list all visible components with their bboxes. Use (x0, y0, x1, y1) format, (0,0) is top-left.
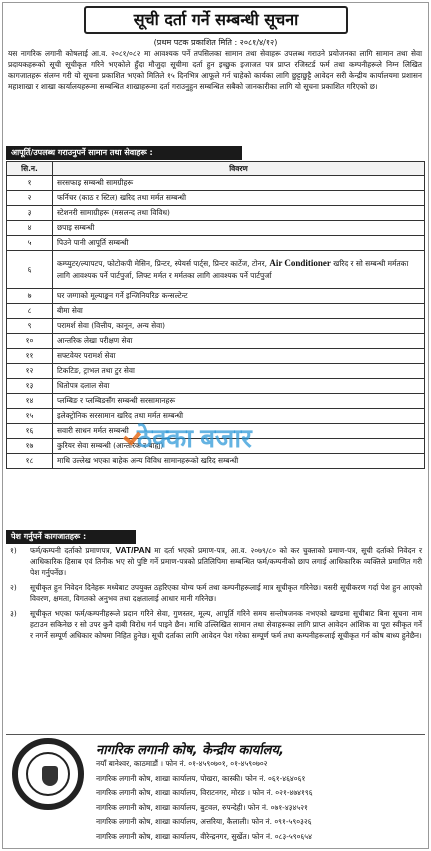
table-row (7, 394, 425, 409)
column-header-description: विवरण (53, 162, 425, 176)
table-row (7, 289, 425, 304)
row-description: सवारी साधन मर्मत सम्बन्धी (53, 424, 425, 439)
row-number: १२ (7, 364, 53, 379)
row-number: १८ (7, 454, 53, 469)
row-description: परामर्श सेवा (वित्तीय, कानून, अन्य सेवा) (53, 319, 425, 334)
row-description: टिकटिङ, ट्राभल तथा टुर सेवा (53, 364, 425, 379)
point-number: ३) (10, 609, 17, 618)
row-description: स्टेशनरी सामाग्रीहरू (मसलन्द तथा विविध) (53, 206, 425, 221)
notice-title: सूची दर्ता गर्ने सम्बन्धी सूचना (84, 6, 348, 34)
list-item (8, 582, 422, 604)
row-description: इलेक्ट्रोनिक सरसामान खरिद तथा मर्मत सम्बन्धी (53, 409, 425, 424)
table-row (7, 319, 425, 334)
row-description: धितोपत्र दलाल सेवा (53, 379, 425, 394)
table-row (7, 221, 425, 236)
table-row (7, 191, 425, 206)
row-number: १७ (7, 439, 53, 454)
table-row (7, 379, 425, 394)
row-number: ४ (7, 221, 53, 236)
citizen-investment-trust-logo (12, 738, 84, 810)
row-number: १४ (7, 394, 53, 409)
table-row (7, 176, 425, 191)
publish-date: (प्रथम पटक प्रकाशित मिति : २०८१/४/१२) (153, 38, 278, 47)
air-conditioner-text: Air Conditioner (269, 258, 331, 268)
logo-emblem (42, 766, 58, 786)
row-number: ३ (7, 206, 53, 221)
table-row (7, 304, 425, 319)
table-row (7, 334, 425, 349)
point-text: मा दर्ता भएको प्रमाण-पत्र, आ.व. २०७९/८० को कर चुक्ताको प्रमाण-पत्र, सूची दर्ताको निवेदन र आधिकारिक हिसाब एवं तिनीक भए सो पुष्टि गर्ने प्रमाण-पत्रको प्रतिलिपिमा सम्बन्धित फर्म/कम्पनीको छाप लगाई आधिकारिक व्यक्तिले प्रमाणित गरी पेश गर्नुपर्नेछ। (30, 546, 422, 577)
contact-line: नयाँ बानेश्वर, काठमाडौं । फोन नं. ०१-४५९०७०१, ०१-४५९०७०२ (96, 759, 268, 768)
column-header-number: सि.न. (7, 162, 53, 176)
table-row (7, 364, 425, 379)
row-description: कुरियर सेवा सम्बन्धी (आन्तरिक र बाह्य) (53, 439, 425, 454)
point-text: सूचीकृत भएका फर्म/कम्पनीहरूले प्रदान गरिने सेवा, गुणस्तर, मूल्य, आपूर्ति गरिने समय सन्तोषजनक नभएको खण्डमा सूचीबाट बिना सूचना नाम हटाउन सकिनेछ र सो उपर कुनै दाबी विरोध गर्न पाइने छैन। माथि उल्लिखित सामान तथा सेवाहरूका लागि प्राप्त आवेदन आंशिक वा पूरा स्वीकृत गर्ने र नगर्ने सम्पूर्ण अधिकार कोषमा निहित हुनेछ। सूची दर्ताका लागि आवेदन पेश गरेका सम्पूर्ण फर्म तथा कम्पनीहरूलाई सूचीकृत गर्न कोष बाध्य हुनेछैन। (30, 609, 422, 640)
row-number: १० (7, 334, 53, 349)
row-description: पिउने पानी आपूर्ति सम्बन्धी (53, 236, 425, 251)
documents-list (8, 545, 422, 645)
list-item (8, 608, 422, 641)
row-number: ७ (7, 289, 53, 304)
intro-paragraph: यस नागरिक लगानी कोषलाई आ.व. २०८१/०८२ मा आवश्यक पर्ने तपसिलका सामान तथा सेवाहरू उपलब्ध गराउने प्रयोजनका लागि सामान तथा सेवा प्रदायकहरूको सूची सूचीकृत गरिने भएकोले हुँदा मौजुदा सूचीमा दर्ता हुन इच्छुक इजाजत पत्र प्राप्त रजिस्टर्ड फर्म तथा कम्पनीहरूले निम्न लिखित कागजातहरू संलग्न गरी यो सूचना प्रकाशित भएको मितिले १५ दिनभित्र आफूले गर्न चाहेको कार्यका लागि छुट्टाछुट्टै आवेदन सरी केन्द्रीय कार्यालयमा प्रशासन महाशाखा र शाखा कार्यालयहरूमा सम्बन्धित शाखाहरूमा दर्ता गराउनुहुन सम्बन्धित सबैको जानकारीका लागि यो सूचना प्रकाशित गरिएको छ। (8, 49, 422, 91)
table-row (7, 349, 425, 364)
table-row (7, 206, 425, 221)
row-number: २ (7, 191, 53, 206)
contact-line: नागरिक लगानी कोष, शाखा कार्यालय, वीरेन्द्रनगर, सुर्खेत। फोन नं. ०८३-५९०६५४ (96, 831, 312, 841)
point-number: २) (10, 583, 17, 592)
table-row (7, 236, 425, 251)
row-number: १५ (7, 409, 53, 424)
items-section-header: आपूर्ति/उपलब्ध गराउनुपर्ने सामान तथा सेवाहरू : (6, 146, 242, 160)
docs-section-header: पेश गर्नुपर्ने कागजातहरू : (6, 530, 136, 544)
row-number: ८ (7, 304, 53, 319)
point-number: १) (10, 546, 17, 555)
row-description: छपाइ सम्बन्धी (53, 221, 425, 236)
row-number: ६ (7, 251, 53, 289)
row-description: सरसफाइ सम्बन्धी सामग्रीहरू (53, 176, 425, 191)
office-contacts (96, 757, 313, 844)
table-row (7, 251, 425, 289)
row-number: ५ (7, 236, 53, 251)
row-description: बीमा सेवा (53, 304, 425, 319)
row-description: आन्तरिक लेखा परीक्षण सेवा (53, 334, 425, 349)
row-description-part: खरिद र सो सम्बन्धी मर्मतका लागि आवश्यक पर्ने पार्टपुर्जा, लिफ्ट मर्मत र मर्मतका लागि आवश्यक पर्ने पार्टपुर्जा (57, 259, 409, 280)
row-description: प्लम्बिङ र प्लम्बिङसँग सम्बन्धी सरसामानहरू (53, 394, 425, 409)
contact-line: नागरिक लगानी कोष, शाखा कार्यालय, पोखरा, कास्की। फोन नं. ०६१-४६४०६१ (96, 773, 306, 783)
vat-pan-text: VAT/PAN (115, 545, 151, 555)
row-number: १६ (7, 424, 53, 439)
row-number: १ (7, 176, 53, 191)
footer-divider (6, 734, 425, 735)
row-number: १३ (7, 379, 53, 394)
watermark-text: ठेक्का बजार (137, 423, 252, 453)
logo-inner-ring (26, 752, 70, 796)
thekka-bazar-watermark (124, 420, 310, 456)
row-number: ११ (7, 349, 53, 364)
contact-line: नागरिक लगानी कोष, शाखा कार्यालय, विराटनगर, मोरङ । फोन नं. ०२१-४७४१९६ (96, 788, 313, 797)
row-description-part: कम्प्युटर/ल्यापटप, फोटोकपी मेसिन, प्रिन्टर, स्पेयर्स पार्ट्स, प्रिन्टर कार्टेज, टोनर, (57, 259, 270, 268)
contact-line: नागरिक लगानी कोष, शाखा कार्यालय, बुटवल, रुपन्देही। फोन नं. ०७१-४३४५२१ (96, 802, 308, 812)
row-description: माथि उल्लेख भएका बाहेक अन्य विविध सामानहरूको खरिद सम्बन्धी (53, 454, 425, 469)
list-item (8, 545, 422, 578)
point-text: फर्म/कम्पनी दर्ताको प्रमाणपत्र, (30, 546, 116, 555)
contact-line: नागरिक लगानी कोष, शाखा कार्यालय, अत्तरिया, कैलाली। फोन नं. ०९१-५९०३२६ (96, 817, 312, 826)
row-description: घर जग्गाको मूल्याङ्कन गर्ने इन्जिनियरिङ कन्सल्टेन्ट (53, 289, 425, 304)
row-description: सफ्टवेयर परामर्श सेवा (53, 349, 425, 364)
point-text: सूचीकृत हुन निवेदन दिनेहरू मध्येबाट उपयुक्त ठहरिएका योग्य फर्म तथा कम्पनीहरूलाई मात्र सूचीकृत गरिनेछ। यसरी सूचीकरण गर्दा पेश हुन आएको विवरण, क्षमता, विगतको अनुभव तथा दक्षतालाई आधार मानी गरिनेछ। (30, 583, 422, 603)
office-title: नागरिक लगानी कोष, केन्द्रीय कार्यालय, (96, 743, 284, 758)
row-description (53, 251, 425, 289)
row-description: फर्निचर (काठ र स्टिल) खरिद तथा मर्मत सम्बन्धी (53, 191, 425, 206)
row-number: ९ (7, 319, 53, 334)
